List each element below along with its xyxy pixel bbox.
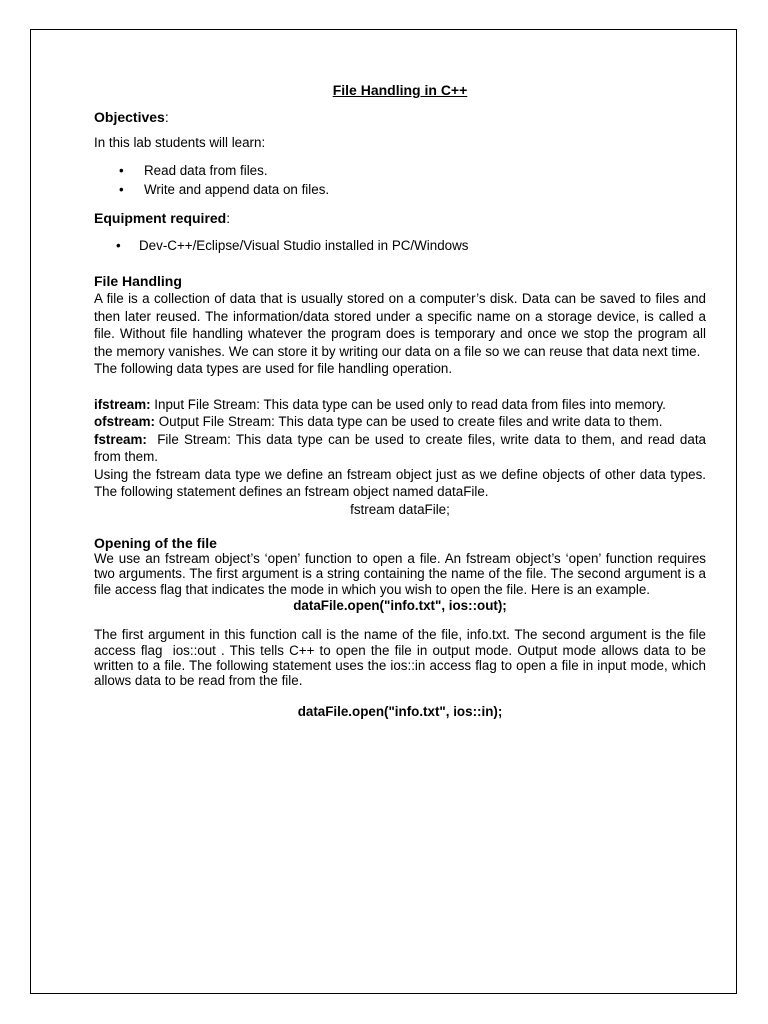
type-name: ifstream:: [94, 396, 151, 412]
document-title: File Handling in C++: [332, 82, 468, 98]
type-ifstream: [94, 396, 706, 414]
file-handling-para1: A file is a collection of data that is usually stored on a computer’s disk. Data can be saved to files and then later reused. The information/data stored under a specific name on a storage device, is called a file. Without file handling whatever the program does is temporary and once we stop the program all the memory vanishes. We can store it by writing our data on a file so we can reuse that data next time.: [94, 291, 706, 359]
objectives-heading-text: Objectives: [94, 109, 165, 125]
objectives-list: [94, 161, 706, 200]
objectives-heading-colon: :: [164, 109, 169, 125]
code-example-out: dataFile.open("info.txt", ios::out);: [293, 598, 507, 614]
list-item: • Dev-C++/Eclipse/Visual Studio installed in PC/Windows: [94, 236, 706, 256]
type-desc: Input File Stream: This data type can be used only to read data from files into memory.: [150, 396, 666, 412]
list-item: • Write and append data on files.: [94, 180, 706, 200]
equipment-heading-text: Equipment required: [94, 209, 227, 226]
opening-para2: The first argument in this function call is the name of the file, info.txt. The second argument is the file access flag ios::out . This tells C++ to open the file in output mode. Output mode allows data to be written to a file. The following statement uses the ios::in access flag to open a file in input mode, which allows data to be read from the file.: [94, 627, 710, 689]
objectives-intro: In this lab students will learn:: [94, 135, 266, 150]
type-ofstream: [94, 413, 706, 431]
file-handling-para3: Using the fstream data type we define an fstream object just as we define objects of other data types. The following statement defines an fstream object named dataFile.: [94, 466, 706, 499]
file-handling-heading: File Handling: [94, 273, 182, 289]
file-handling-para2: The following data types are used for file handling operation.: [94, 361, 453, 376]
type-name: ofstream:: [94, 414, 156, 429]
document-content: [94, 80, 710, 720]
equipment-heading: [94, 209, 706, 227]
opening-para1: We use an fstream object’s ‘open’ function to open a file. An fstream object’s ‘open’ function requires two arguments. The first argument is a string containing the name of the file. The second argument is a file access flag that indicates the mode in which you wish to open the file. Here is an example.: [94, 551, 706, 597]
type-desc: File Stream: This data type can be used to create files, write data to them, and read data from them.: [94, 431, 710, 464]
fstream-statement: fstream dataFile;: [350, 501, 450, 517]
type-fstream: [94, 431, 710, 466]
code-example-in: dataFile.open("info.txt", ios::in);: [297, 703, 503, 719]
objectives-heading: [94, 108, 706, 126]
document-page: [30, 29, 737, 994]
type-desc: Output File Stream: This data type can be used to create files and write data to them.: [155, 414, 663, 429]
opening-heading: Opening of the file: [94, 535, 217, 551]
type-name: fstream:: [94, 431, 147, 447]
equipment-list: [94, 236, 706, 256]
list-item: • Read data from files.: [94, 161, 706, 181]
equipment-heading-colon: :: [226, 209, 231, 226]
